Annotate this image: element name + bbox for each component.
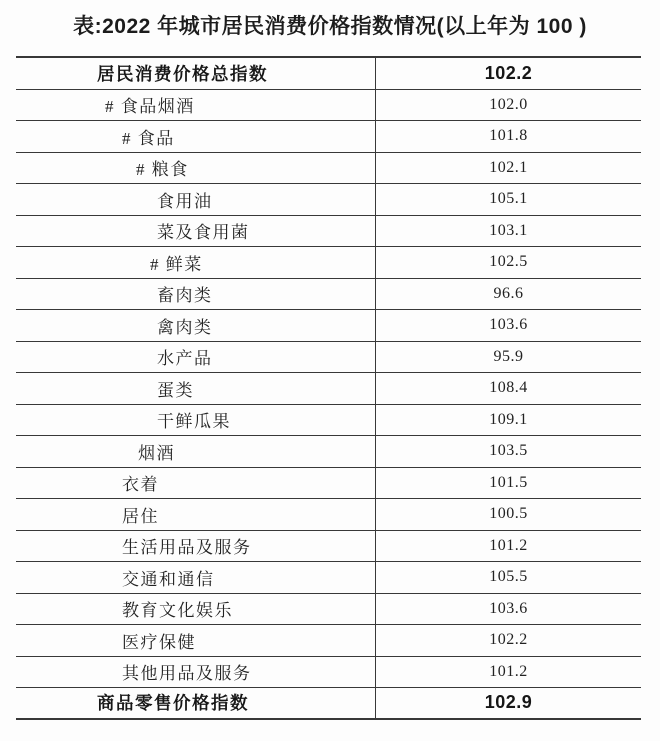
index-value: 102.5 — [375, 247, 641, 278]
index-value: 103.6 — [375, 594, 641, 625]
category-label: 蛋类 — [157, 380, 194, 400]
category-label: 教育文化娱乐 — [122, 601, 233, 621]
category-label: 医疗保健 — [122, 632, 196, 652]
index-value: 109.1 — [375, 405, 641, 436]
table-row — [16, 279, 641, 311]
index-value: 102.9 — [375, 688, 641, 718]
index-value: 101.5 — [375, 468, 641, 499]
table-row — [16, 436, 641, 468]
index-value: 103.5 — [375, 436, 641, 467]
category-label: # 鲜菜 — [150, 254, 203, 274]
table-row — [16, 121, 641, 153]
table-row — [16, 468, 641, 500]
index-value: 102.0 — [375, 90, 641, 121]
table-row — [16, 342, 641, 374]
category-label: # 粮食 — [136, 160, 189, 180]
category-label: # 食品烟酒 — [105, 97, 195, 117]
table-row — [16, 373, 641, 405]
category-label: 衣着 — [122, 475, 159, 495]
table-row — [16, 58, 641, 90]
index-value: 101.8 — [375, 121, 641, 152]
category-label: 其他用品及服务 — [122, 664, 252, 684]
table-row — [16, 531, 641, 563]
table-row — [16, 499, 641, 531]
category-label: 禽肉类 — [157, 317, 213, 337]
index-value: 102.1 — [375, 153, 641, 184]
table-row — [16, 90, 641, 122]
category-label: 商品零售价格指数 — [97, 693, 249, 714]
category-label: 食用油 — [157, 191, 213, 211]
index-value: 100.5 — [375, 499, 641, 530]
table-row — [16, 153, 641, 185]
index-value: 105.5 — [375, 562, 641, 593]
table-row — [16, 310, 641, 342]
index-value: 101.2 — [375, 531, 641, 562]
index-value: 96.6 — [375, 279, 641, 310]
category-label: # 食品 — [122, 128, 175, 148]
index-value: 101.2 — [375, 657, 641, 688]
category-label: 干鲜瓜果 — [157, 412, 231, 432]
index-value: 95.9 — [375, 342, 641, 373]
table-row — [16, 405, 641, 437]
table-row — [16, 657, 641, 689]
table-row — [16, 562, 641, 594]
category-label: 居民消费价格总指数 — [97, 63, 268, 84]
index-value: 103.6 — [375, 310, 641, 341]
table-row — [16, 184, 641, 216]
category-label: 菜及食用菌 — [157, 223, 250, 243]
category-label: 畜肉类 — [157, 286, 213, 306]
category-label: 居住 — [122, 506, 159, 526]
category-label: 水产品 — [157, 349, 213, 369]
index-value: 102.2 — [375, 625, 641, 656]
table-title: 表:2022 年城市居民消费价格指数情况(以上年为 100 ) — [73, 15, 587, 38]
category-label: 交通和通信 — [122, 569, 215, 589]
table-row — [16, 247, 641, 279]
index-value: 103.1 — [375, 216, 641, 247]
table-row — [16, 625, 641, 657]
index-value: 108.4 — [375, 373, 641, 404]
table-row — [16, 688, 641, 720]
category-label: 烟酒 — [138, 443, 175, 463]
table-row — [16, 594, 641, 626]
table-row — [16, 216, 641, 248]
index-value: 102.2 — [375, 58, 641, 89]
category-label: 生活用品及服务 — [122, 538, 252, 558]
index-value: 105.1 — [375, 184, 641, 215]
price-index-table — [16, 56, 641, 720]
